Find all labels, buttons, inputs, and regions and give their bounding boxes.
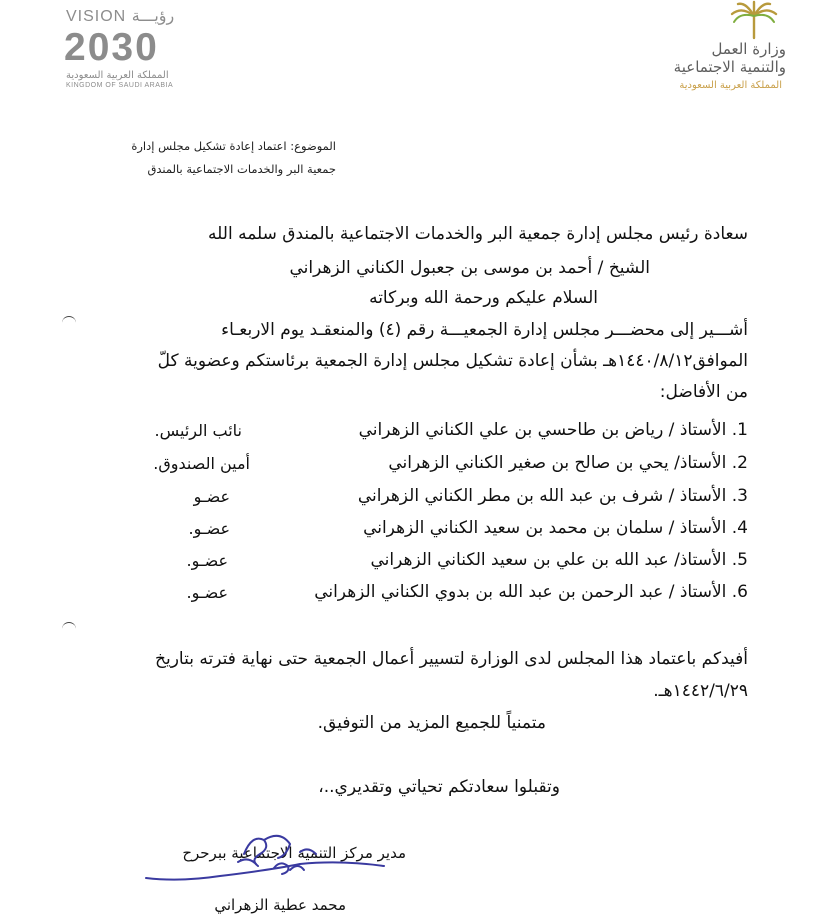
vision-2030-logo <box>62 4 202 90</box>
ministry-name-line2: والتنمية الاجتماعية <box>673 58 786 76</box>
member-3-name: 3. الأستاذ / شرف بن عبد الله بن مطر الكناني الزهراني <box>357 486 748 506</box>
member-5-role: عضـو. <box>186 551 228 570</box>
vision-country-en: KINGDOM OF SAUDI ARABIA <box>66 82 174 89</box>
ministry-name <box>636 40 786 76</box>
wishes: متمنياً للجميع المزيد من التوفيق. <box>317 713 546 733</box>
recipient: الشيخ / أحمد بن موسى بن جعبول الكناني الزهراني <box>289 258 650 278</box>
vision-label: VISION رؤيـــة <box>66 8 175 25</box>
vision-country-ar: المملكة العربية السعودية <box>66 70 169 81</box>
closing: وتقبلوا سعادتكم تحياتي وتقديري..، <box>318 777 560 797</box>
greeting: السلام عليكم ورحمة الله وبركاته <box>369 288 598 308</box>
member-6-role: عضـو. <box>186 583 228 602</box>
handwritten-signature <box>140 826 390 890</box>
paragraph-1-line-3: من الأفاضل: <box>659 382 748 402</box>
palm-tree-icon <box>728 0 780 40</box>
member-6-name: 6. الأستاذ / عبد الرحمن بن عبد الله بن بدوي الكناني الزهراني <box>314 582 748 602</box>
ministry-subtitle: المملكة العربية السعودية <box>679 80 782 91</box>
subject-line-2: جمعية البر والخدمات الاجتماعية بالمندق <box>147 162 336 176</box>
paragraph-1-line-1: أشـــير إلى محضـــر مجلس إدارة الجمعيـــة رقم (٤) والمنعقـد يوم الاربعـاء <box>221 320 748 340</box>
salutation: سعادة رئيس مجلس إدارة جمعية البر والخدمات الاجتماعية بالمندق سلمه الله <box>208 224 748 244</box>
member-5-name: 5. الأستاذ/ عبد الله بن علي بن سعيد الكناني الزهراني <box>370 550 748 570</box>
vision-year: 2030 <box>64 26 159 69</box>
member-1-role: نائب الرئيس. <box>154 421 242 440</box>
punch-mark <box>62 622 76 631</box>
member-4-name: 4. الأستاذ / سلمان بن محمد بن سعيد الكناني الزهراني <box>363 518 748 538</box>
paragraph-2-line-2: ١٤٤٢/٦/٢٩هـ. <box>653 681 748 701</box>
member-1-name: 1. الأستاذ / رياض بن طاحسي بن علي الكناني الزهراني <box>358 420 748 440</box>
member-2-name: 2. الأستاذ/ يحي بن صالح بن صغير الكناني الزهراني <box>388 453 748 473</box>
member-3-role: عضـو <box>193 487 230 506</box>
paragraph-2-line-1: أفيدكم باعتماد هذا المجلس لدى الوزارة لتسيير أعمال الجمعية حتى نهاية فترته بتاريخ <box>154 649 748 669</box>
paragraph-1-line-2: الموافق١٤٤٠/٨/١٢هـ بشأن إعادة تشكيل مجلس إدارة الجمعية برئاستكم وعضوية كلّ <box>157 351 748 371</box>
ministry-name-line1: وزارة العمل <box>711 40 786 58</box>
signatory-title: مدير مركز التنمية الاجتماعية ببرحرح <box>182 844 406 862</box>
subject-line-1: الموضوع: اعتماد إعادة تشكيل مجلس إدارة <box>131 139 336 153</box>
member-2-role: أمين الصندوق. <box>153 454 250 473</box>
member-4-role: عضـو. <box>188 519 230 538</box>
ministry-logo <box>640 0 790 100</box>
signatory-name: محمد عطية الزهراني <box>214 896 346 914</box>
punch-mark <box>62 316 76 325</box>
